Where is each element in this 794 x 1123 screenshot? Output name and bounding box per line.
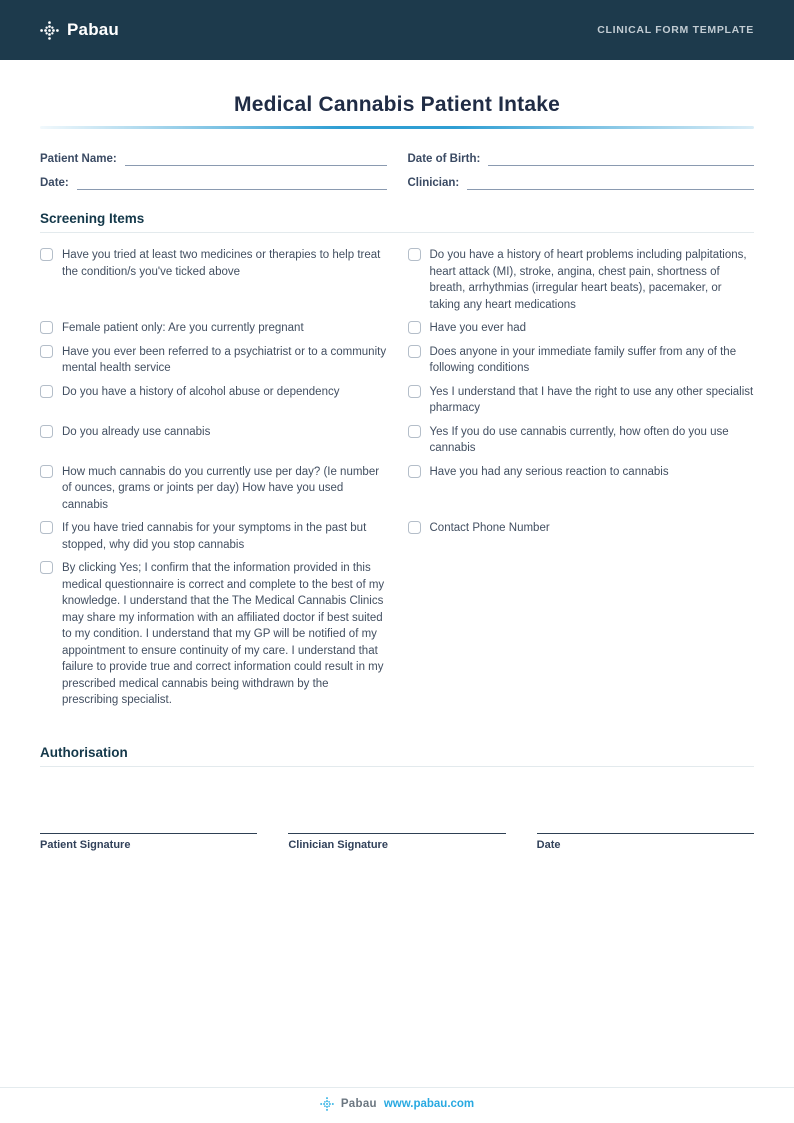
checklist-item-label: Contact Phone Number bbox=[429, 522, 550, 534]
pabau-logo-icon bbox=[40, 21, 59, 40]
checkbox[interactable] bbox=[40, 561, 53, 574]
checklist-row bbox=[40, 560, 754, 709]
checklist-item-label: Yes If you do use cannabis currently, how often do you use cannabis bbox=[429, 425, 729, 454]
checklist-item[interactable] bbox=[408, 247, 755, 313]
checkbox[interactable] bbox=[408, 248, 421, 261]
checkbox[interactable] bbox=[40, 248, 53, 261]
checklist-item-label: By clicking Yes; I confirm that the information provided in this medical questionnaire is correct and complete to the best of my knowledge. I understand that the The Medical Cannabis Clinics may share my information with an affiliated doctor if best suited to my condition. I understand that my GP will be notified of my appointment to ensure continuity of my care. I understand that failure to provide true and correct information could result in my prescribed medical cannabis being withdrawn by the prescribing specialist. bbox=[62, 562, 385, 706]
brand-name: Pabau bbox=[67, 20, 120, 39]
clinician-signature-block bbox=[288, 833, 505, 851]
checklist-item[interactable] bbox=[40, 464, 387, 514]
checklist-item-label: Have you ever had bbox=[429, 322, 527, 334]
checklist-row bbox=[40, 247, 754, 313]
checkbox[interactable] bbox=[40, 345, 53, 358]
checklist-item-label: Female patient only: Are you currently pregnant bbox=[62, 322, 304, 334]
checkbox[interactable] bbox=[40, 521, 53, 534]
footer-website-link[interactable]: www.pabau.com bbox=[383, 1098, 475, 1110]
checklist-row bbox=[40, 424, 754, 457]
checklist-item[interactable] bbox=[40, 247, 387, 313]
checklist-item[interactable] bbox=[40, 320, 387, 337]
authorisation-heading: Authorisation bbox=[40, 744, 128, 760]
checklist-item-label: If you have tried cannabis for your symptoms in the past but stopped, why did you stop cannabis bbox=[62, 522, 367, 551]
checklist-row bbox=[40, 344, 754, 377]
template-type-label: CLINICAL FORM TEMPLATE bbox=[597, 24, 754, 36]
checklist-row bbox=[40, 384, 754, 417]
checklist-item[interactable] bbox=[40, 384, 387, 417]
checklist-item-label: Have you ever been referred to a psychiatrist or to a community mental health service bbox=[62, 345, 387, 374]
footer-brand-name: Pabau bbox=[340, 1098, 377, 1110]
clinician-input-line[interactable] bbox=[467, 178, 754, 190]
screening-heading: Screening Items bbox=[40, 211, 145, 226]
checklist-item-label: Does anyone in your immediate family suffer from any of the following conditions bbox=[429, 345, 737, 374]
checkbox[interactable] bbox=[408, 521, 421, 534]
checklist-item-label: How much cannabis do you currently use per day? (Ie number of ounces, grams or joints per day) How have you used cannabis bbox=[62, 465, 380, 511]
date-of-birth-label: Date of Birth: bbox=[407, 153, 481, 165]
checklist-item-label: Do you already use cannabis bbox=[62, 425, 211, 438]
screening-divider bbox=[40, 232, 754, 233]
patient-name-field bbox=[40, 153, 387, 166]
checkbox[interactable] bbox=[408, 425, 421, 438]
screening-section bbox=[40, 211, 754, 709]
patient-info-section bbox=[40, 153, 754, 190]
checkbox[interactable] bbox=[408, 321, 421, 334]
date-of-birth-field bbox=[408, 153, 755, 166]
date-label: Date: bbox=[40, 177, 69, 189]
form-body bbox=[0, 93, 794, 851]
checkbox[interactable] bbox=[40, 321, 53, 334]
date-field bbox=[40, 177, 387, 190]
top-bar bbox=[0, 0, 794, 60]
checklist-item-label: Do you have a history of alcohol abuse or dependency bbox=[62, 385, 340, 398]
checklist-item-label: Have you had any serious reaction to cannabis bbox=[429, 465, 669, 478]
patient-signature-label: Patient Signature bbox=[40, 838, 131, 851]
signature-date-line[interactable] bbox=[537, 833, 754, 834]
checkbox[interactable] bbox=[408, 345, 421, 358]
checklist-item[interactable] bbox=[408, 320, 755, 337]
patient-name-input-line[interactable] bbox=[125, 154, 387, 166]
checklist-row bbox=[40, 520, 754, 553]
checklist-item-label: Yes I understand that I have the right to use any other specialist pharmacy bbox=[429, 385, 754, 414]
checklist-item[interactable] bbox=[40, 560, 387, 709]
authorisation-section bbox=[40, 745, 754, 851]
signature-date-label: Date bbox=[536, 838, 561, 851]
checkbox[interactable] bbox=[40, 465, 53, 478]
clinician-signature-label: Clinician Signature bbox=[288, 838, 388, 851]
checkbox[interactable] bbox=[40, 385, 53, 398]
page-title: Medical Cannabis Patient Intake bbox=[234, 93, 560, 116]
clinician-signature-line[interactable] bbox=[288, 833, 505, 834]
title-underline bbox=[40, 126, 754, 129]
date-of-birth-input-line[interactable] bbox=[488, 154, 754, 166]
checklist-item[interactable] bbox=[40, 424, 387, 457]
checkbox[interactable] bbox=[40, 425, 53, 438]
clinician-label: Clinician: bbox=[407, 177, 460, 189]
pabau-footer-logo-icon bbox=[320, 1097, 334, 1111]
checklist-item[interactable] bbox=[408, 464, 755, 514]
signature-date-block bbox=[537, 833, 754, 851]
checklist-item[interactable] bbox=[40, 344, 387, 377]
checkbox[interactable] bbox=[408, 385, 421, 398]
page-footer bbox=[0, 1087, 794, 1111]
patient-signature-block bbox=[40, 833, 257, 851]
pabau-brand bbox=[40, 20, 119, 40]
checkbox[interactable] bbox=[408, 465, 421, 478]
checklist-row bbox=[40, 320, 754, 337]
patient-signature-line[interactable] bbox=[40, 833, 257, 834]
checklist-item[interactable] bbox=[408, 344, 755, 377]
clinician-field bbox=[408, 177, 755, 190]
checklist-item-label: Do you have a history of heart problems including palpitations, heart attack (MI), stroke, angina, chest pain, shortness of breath, arrhythmias (irregular heart beats), pacemaker, or taking any heart medications bbox=[429, 249, 747, 311]
checklist-item[interactable] bbox=[408, 520, 755, 553]
date-input-line[interactable] bbox=[77, 178, 387, 190]
patient-name-label: Patient Name: bbox=[40, 153, 117, 165]
signature-row bbox=[40, 767, 754, 851]
screening-checklist bbox=[40, 247, 754, 709]
checklist-item-label: Have you tried at least two medicines or therapies to help treat the condition/s you've ticked above bbox=[62, 249, 381, 278]
checklist-item[interactable] bbox=[408, 424, 755, 457]
checklist-item[interactable] bbox=[40, 520, 387, 553]
checklist-item[interactable] bbox=[408, 384, 755, 417]
checklist-row bbox=[40, 464, 754, 514]
